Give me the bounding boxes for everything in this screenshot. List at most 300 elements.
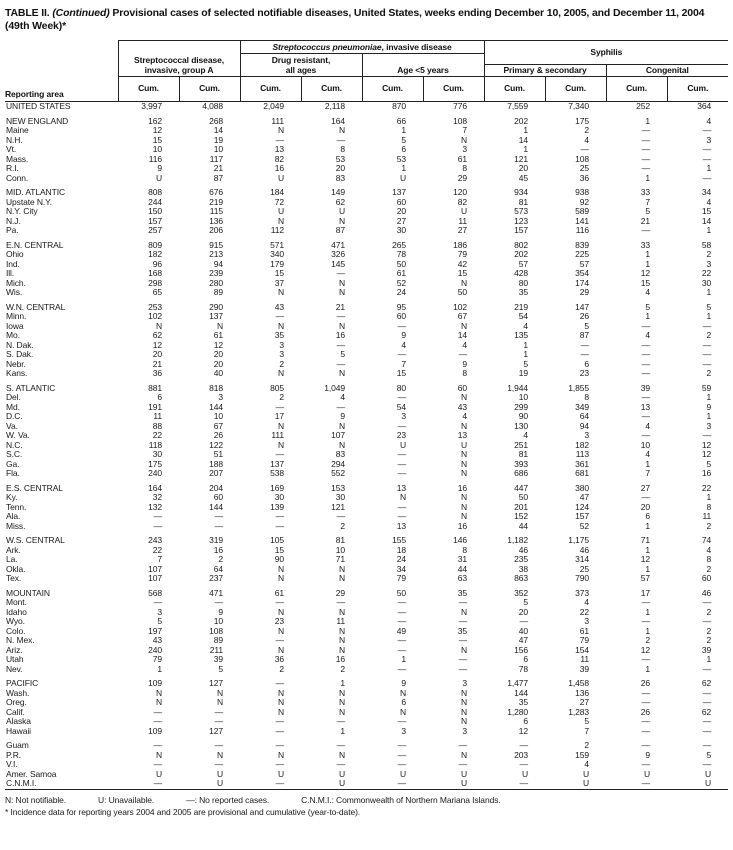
cell: 15 [274, 269, 284, 278]
cell: — [641, 760, 651, 769]
cell: — [702, 698, 712, 707]
cell: — [458, 598, 468, 607]
table-row [5, 536, 728, 546]
cell: 44 [457, 564, 468, 574]
cell: 14 [457, 331, 468, 340]
cell: 38 [518, 564, 529, 574]
cell: — [397, 607, 406, 617]
cell: 1,458 [568, 679, 590, 688]
table-row [5, 322, 728, 332]
cell: 1 [645, 545, 651, 555]
row-label: Pa. [6, 226, 19, 235]
drug-resistant-header [240, 54, 362, 77]
cell: 8 [706, 555, 712, 564]
cell: 5 [584, 321, 590, 331]
cell: U [461, 769, 468, 779]
cell: 22 [152, 431, 162, 440]
cell: N [155, 750, 162, 760]
cell: U [461, 779, 468, 788]
legend-item-4: C.N.M.I.: Commonwealth of Northern Mariana Islands. [301, 794, 501, 805]
cell: — [397, 512, 406, 521]
cell: 89 [213, 288, 223, 297]
row-label: Oreg. [6, 698, 27, 707]
cell: 538 [270, 469, 284, 478]
row-label: Kans. [6, 369, 28, 378]
cell: 179 [270, 259, 284, 269]
cell: 7 [645, 469, 651, 478]
cell: 12 [640, 269, 651, 278]
row-label: Mich. [6, 278, 26, 288]
cell: 30 [396, 226, 406, 235]
cell: — [397, 421, 406, 431]
cell: — [397, 636, 406, 645]
cell: 109 [148, 726, 162, 736]
cell: 17 [274, 412, 284, 421]
row-label: Ariz. [6, 645, 23, 655]
row-label: P.R. [6, 750, 22, 760]
cell: 146 [453, 536, 468, 545]
cell: U [461, 207, 468, 216]
cell: 15 [640, 278, 651, 288]
row-label: Okla. [6, 564, 26, 574]
cell: N [461, 688, 468, 698]
cell: 124 [575, 502, 590, 512]
row-label: Ga. [6, 459, 20, 469]
cell: 36 [152, 369, 162, 378]
row-label: E.N. CENTRAL [6, 240, 64, 250]
cell: N [461, 750, 468, 760]
cell: 53 [335, 154, 345, 164]
cell: 14 [701, 216, 712, 226]
cell: N [216, 688, 223, 698]
cell: 251 [514, 440, 529, 450]
congenital-header: Congenital [606, 65, 728, 77]
cell: N [277, 645, 284, 655]
cell: 7 [584, 726, 590, 736]
cell: 112 [270, 226, 284, 235]
cell: N [461, 502, 468, 512]
cell: 3,997 [141, 101, 162, 111]
cell: N [461, 717, 468, 726]
cell: — [397, 393, 406, 402]
cell: 6 [523, 717, 529, 726]
row-label: UNITED STATES [6, 101, 71, 111]
cell: 1 [340, 726, 345, 736]
cell: 681 [575, 469, 590, 478]
cell: — [275, 779, 284, 788]
cell: — [275, 598, 284, 607]
cell: 116 [148, 154, 162, 164]
cell: 2 [340, 664, 345, 674]
cell: 21 [152, 359, 162, 369]
cell: 9 [706, 402, 712, 412]
row-label: Colo. [6, 626, 26, 636]
cell: 207 [209, 469, 223, 478]
cell: 14 [518, 135, 529, 145]
cell: N [277, 688, 284, 698]
cell: 10 [152, 145, 162, 154]
cell: N [338, 607, 345, 617]
cell: 17 [640, 588, 651, 598]
table-row [5, 102, 728, 112]
table-row [5, 717, 728, 727]
table-row [5, 303, 728, 313]
cell: 26 [579, 312, 590, 321]
cell: — [641, 617, 651, 626]
cell: 61 [457, 154, 468, 164]
cell: 64 [213, 564, 223, 574]
group-a-line1: Streptococcal disease, [134, 55, 224, 65]
cell: U [155, 173, 162, 183]
cell: 62 [152, 331, 162, 340]
cell: 35 [518, 698, 529, 707]
cell: 12 [213, 340, 223, 350]
cell: — [641, 741, 651, 750]
row-label: Hawaii [6, 726, 31, 736]
table-row [5, 779, 728, 789]
cell: — [580, 350, 590, 359]
cell: 30 [701, 278, 712, 288]
cell: 3 [462, 679, 468, 688]
cell: 45 [518, 173, 529, 183]
cell: — [397, 664, 406, 674]
cell: 2 [584, 741, 590, 750]
cell: 225 [575, 250, 590, 259]
cell: 47 [579, 493, 590, 502]
cell: — [336, 402, 345, 412]
cell: — [641, 126, 651, 135]
cell: N [461, 421, 468, 431]
cell: 2 [218, 555, 223, 564]
cell: — [214, 512, 223, 521]
cell: 573 [514, 207, 529, 216]
cell: 552 [331, 469, 345, 478]
cell: — [275, 741, 284, 750]
cell: 64 [579, 412, 590, 421]
cell: 79 [396, 574, 406, 583]
cell: — [702, 173, 712, 183]
cell: 81 [335, 536, 345, 545]
cell: 58 [701, 240, 712, 250]
cell: 65 [152, 288, 162, 297]
cell: — [397, 617, 406, 626]
cell: N [399, 707, 406, 717]
cell: 46 [518, 545, 529, 555]
cell: — [641, 321, 651, 331]
cell: 839 [575, 240, 590, 250]
cell: 21 [335, 302, 345, 312]
row-label: Mass. [6, 154, 29, 164]
cell: — [702, 741, 712, 750]
cell: 20 [335, 164, 345, 173]
cell: 54 [518, 312, 529, 321]
cell: 10 [640, 440, 651, 450]
cell: 83 [335, 173, 345, 183]
cell: 43 [457, 402, 468, 412]
row-label: Upstate N.Y. [6, 197, 52, 207]
cell: 130 [514, 421, 529, 431]
cell: 62 [701, 707, 712, 717]
table-row [5, 369, 728, 379]
cell: 5 [706, 302, 712, 312]
table-row [5, 751, 728, 761]
row-label: Ark. [6, 545, 21, 555]
table-title-text: Provisional cases of selected notifiable diseases, United States, weeks ending December 10, 2005, and December 11, 2004 (49th Week)* [5, 7, 705, 32]
cell: N [277, 321, 284, 331]
cell: 157 [514, 226, 529, 235]
cell: 3 [401, 412, 406, 421]
cell: 1 [340, 679, 345, 688]
cell: 1,182 [507, 536, 529, 545]
cell: 235 [514, 555, 529, 564]
cell: 571 [270, 240, 284, 250]
cell: 62 [701, 679, 712, 688]
cell: 36 [274, 655, 284, 664]
cell: 87 [335, 226, 345, 235]
cell: 19 [518, 369, 529, 378]
cell: U [399, 173, 406, 183]
cell: 776 [453, 101, 468, 111]
row-label: Nebr. [6, 359, 26, 369]
cell: N [338, 216, 345, 226]
table-row [5, 646, 728, 656]
cell: 3 [584, 431, 590, 440]
table-row [5, 226, 728, 236]
cell: 67 [213, 421, 223, 431]
table-row [5, 422, 728, 432]
cell: 139 [270, 502, 284, 512]
cell: — [397, 779, 406, 788]
cell: — [275, 135, 284, 145]
cell: 90 [518, 412, 529, 421]
cell: — [641, 135, 651, 145]
cell: — [641, 350, 651, 359]
cell: 12 [518, 726, 529, 736]
row-label: Nev. [6, 664, 23, 674]
row-label: Mont. [6, 598, 27, 607]
cell: 24 [396, 288, 406, 297]
table-row [5, 598, 728, 608]
cell: N [277, 750, 284, 760]
cell: 107 [148, 564, 162, 574]
cell: 1 [645, 607, 651, 617]
footnote-incidence-note: * Incidence data for reporting years 2004 and 2005 are provisional and cumulative (year-to-date). [5, 806, 361, 817]
cell: 252 [636, 101, 651, 111]
table-row [5, 403, 728, 413]
row-label: Utah [6, 655, 24, 664]
footnote-legend [5, 794, 728, 806]
cell: 5 [645, 207, 651, 216]
cell: 164 [331, 116, 345, 126]
cell: 4 [462, 340, 468, 350]
cell: 10 [213, 617, 223, 626]
cell: 144 [514, 688, 529, 698]
pneumoniae-italic-label: Streptococcus pneumoniae [272, 41, 382, 52]
cell: 4 [401, 340, 406, 350]
cell: — [336, 760, 345, 769]
cell: 137 [209, 312, 223, 321]
cell: 23 [579, 369, 590, 378]
cell: 116 [575, 226, 590, 235]
cell: 1 [523, 350, 529, 359]
cell: 182 [148, 250, 162, 259]
cell: 144 [209, 402, 223, 412]
row-label: La. [6, 555, 18, 564]
cell: 206 [209, 226, 223, 235]
cell: 20 [396, 207, 406, 216]
cell: — [275, 760, 284, 769]
row-label: Wash. [6, 688, 30, 698]
cell: 21 [640, 216, 651, 226]
table-row [5, 145, 728, 155]
table-row [5, 155, 728, 165]
cell: U [583, 779, 590, 788]
cell: 157 [575, 512, 590, 521]
cell: 26 [213, 431, 223, 440]
cell: 87 [213, 173, 223, 183]
cell: — [397, 645, 406, 655]
cell: N [461, 698, 468, 707]
cell: N [277, 707, 284, 717]
cell: — [641, 431, 651, 440]
cell: 8 [462, 545, 468, 555]
cell: N [461, 512, 468, 521]
cell: 175 [575, 116, 590, 126]
cell: 6 [584, 359, 590, 369]
cell: 2 [645, 636, 651, 645]
cell: 568 [148, 588, 162, 598]
cell: — [397, 450, 406, 459]
cell: 16 [335, 655, 345, 664]
row-label: Ind. [6, 259, 20, 269]
cell: — [397, 741, 406, 750]
cell: 1 [523, 145, 529, 154]
cell: 191 [148, 402, 162, 412]
cell: 1 [706, 288, 712, 297]
cell: 107 [331, 431, 345, 440]
table-row [5, 198, 728, 208]
cell: N [338, 707, 345, 717]
cell: — [153, 598, 162, 607]
cell: 186 [453, 240, 468, 250]
cell: 12 [640, 645, 651, 655]
cell: 27 [457, 226, 468, 235]
cell: 175 [148, 459, 162, 469]
cell: 92 [579, 197, 590, 207]
cell: 8 [340, 145, 345, 154]
cell: U [155, 769, 162, 779]
cell: 74 [701, 536, 712, 545]
cell: N [461, 321, 468, 331]
row-label: S.C. [6, 450, 23, 459]
cell: 1 [645, 521, 651, 531]
table-row [5, 469, 728, 479]
row-label: Fla. [6, 469, 20, 478]
cell: 202 [514, 250, 529, 259]
cell: — [214, 717, 223, 726]
cell: — [702, 431, 712, 440]
cell: 153 [331, 483, 345, 493]
cell: — [702, 717, 712, 726]
table-row [5, 512, 728, 522]
cell: — [702, 321, 712, 331]
cell: N [338, 440, 345, 450]
cell: 46 [579, 545, 590, 555]
cell: 243 [148, 536, 162, 545]
cell: — [397, 717, 406, 726]
drug-resistant-line1: Drug resistant, [271, 55, 331, 65]
cum-col-header-6: Cum. [423, 77, 484, 102]
table-row [5, 250, 728, 260]
cell: 135 [514, 331, 529, 340]
cell: N [216, 321, 223, 331]
cum-col-header-3: Cum. [240, 77, 301, 102]
cell: 25 [579, 564, 590, 574]
cell: 244 [148, 197, 162, 207]
syphilis-header: Syphilis [484, 41, 728, 65]
legend-item-3: —: No reported cases. [186, 794, 270, 805]
cell: 43 [274, 302, 284, 312]
cell: 12 [701, 440, 712, 450]
cell: 155 [392, 536, 406, 545]
cell: 203 [514, 750, 529, 760]
cell: 79 [152, 655, 162, 664]
cell: 136 [575, 688, 590, 698]
cell: 1 [706, 312, 712, 321]
cell: 89 [213, 636, 223, 645]
table-row [5, 608, 728, 618]
cell: 26 [640, 707, 651, 717]
cell: 4 [584, 135, 590, 145]
cell: 5 [157, 617, 162, 626]
cell: — [641, 493, 651, 502]
cell: 42 [457, 259, 468, 269]
cell: 6 [645, 512, 651, 521]
table-row [5, 393, 728, 403]
cell: 1 [645, 664, 651, 674]
age-under5-header: Age <5 years [362, 54, 484, 77]
cell: 257 [148, 226, 162, 235]
cell: 57 [518, 259, 529, 269]
cell: — [336, 598, 345, 607]
cell: — [275, 521, 284, 531]
cell: 147 [575, 302, 590, 312]
table-row [5, 331, 728, 341]
cell: 4 [706, 116, 712, 126]
cell: 46 [701, 588, 712, 598]
table-row [5, 655, 728, 665]
cell: — [519, 617, 529, 626]
row-label: S. Dak. [6, 350, 34, 359]
cell: 3 [279, 340, 284, 350]
cell: — [702, 726, 712, 736]
cell: — [702, 688, 712, 698]
cell: 802 [514, 240, 529, 250]
cell: 805 [270, 383, 284, 393]
cell: 2 [706, 564, 712, 574]
cell: 6 [157, 393, 162, 402]
cell: 105 [270, 536, 284, 545]
cell: 5 [645, 302, 651, 312]
cell: 20 [152, 350, 162, 359]
cell: 30 [152, 450, 162, 459]
cell: 471 [209, 588, 223, 598]
cell: 2 [279, 359, 284, 369]
cell: 144 [209, 502, 223, 512]
cell: 87 [579, 331, 590, 340]
cell: 13 [457, 431, 468, 440]
cell: N [338, 688, 345, 698]
